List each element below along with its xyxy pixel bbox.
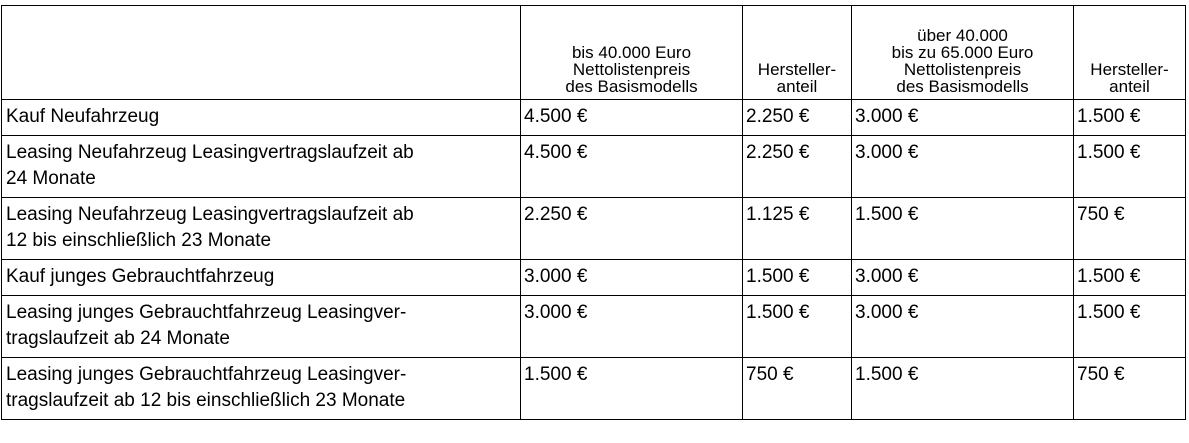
cell-value: 750 € bbox=[1074, 358, 1186, 420]
header-cell-manufacturer-share-2: Hersteller- anteil bbox=[1074, 6, 1186, 100]
cell-value: 4.500 € bbox=[521, 100, 743, 136]
table-row bbox=[2, 358, 1186, 420]
cell-value: 3.000 € bbox=[852, 136, 1074, 198]
cell-value: 3.000 € bbox=[521, 296, 743, 358]
row-label: Leasing junges Gebrauchtfahrzeug Leasingver- tragslaufzeit ab 24 Monate bbox=[2, 296, 521, 358]
row-label: Leasing junges Gebrauchtfahrzeug Leasingver- tragslaufzeit ab 12 bis einschließlich 23 Monate bbox=[2, 358, 521, 420]
header-cell-price-up-to-40000: bis 40.000 Euro Nettolistenpreis des Basismodells bbox=[521, 6, 743, 100]
cell-value: 3.000 € bbox=[521, 260, 743, 296]
cell-value: 1.125 € bbox=[743, 198, 852, 260]
subsidy-table bbox=[1, 5, 1186, 420]
table-row bbox=[2, 296, 1186, 358]
cell-value: 1.500 € bbox=[1074, 100, 1186, 136]
cell-value: 3.000 € bbox=[852, 100, 1074, 136]
cell-value: 750 € bbox=[743, 358, 852, 420]
cell-value: 4.500 € bbox=[521, 136, 743, 198]
cell-value: 1.500 € bbox=[852, 198, 1074, 260]
header-cell-price-40000-to-65000: über 40.000 bis zu 65.000 Euro Nettolistenpreis des Basismodells bbox=[852, 6, 1074, 100]
row-label: Kauf junges Gebrauchtfahrzeug bbox=[2, 260, 521, 296]
cell-value: 3.000 € bbox=[852, 260, 1074, 296]
cell-value: 1.500 € bbox=[1074, 136, 1186, 198]
cell-value: 1.500 € bbox=[1074, 260, 1186, 296]
header-row bbox=[2, 6, 1186, 100]
cell-value: 2.250 € bbox=[521, 198, 743, 260]
cell-value: 1.500 € bbox=[852, 358, 1074, 420]
row-label: Leasing Neufahrzeug Leasingvertragslaufzeit ab 12 bis einschließlich 23 Monate bbox=[2, 198, 521, 260]
table-row bbox=[2, 198, 1186, 260]
table-header bbox=[2, 6, 1186, 100]
row-label: Kauf Neufahrzeug bbox=[2, 100, 521, 136]
cell-value: 750 € bbox=[1074, 198, 1186, 260]
table-row bbox=[2, 136, 1186, 198]
cell-value: 2.250 € bbox=[743, 100, 852, 136]
row-label: Leasing Neufahrzeug Leasingvertragslaufzeit ab 24 Monate bbox=[2, 136, 521, 198]
header-cell-manufacturer-share-1: Hersteller- anteil bbox=[743, 6, 852, 100]
table-row bbox=[2, 100, 1186, 136]
table-row bbox=[2, 260, 1186, 296]
cell-value: 1.500 € bbox=[1074, 296, 1186, 358]
table-body bbox=[2, 100, 1186, 420]
cell-value: 1.500 € bbox=[521, 358, 743, 420]
cell-value: 1.500 € bbox=[743, 260, 852, 296]
header-cell-empty bbox=[2, 6, 521, 100]
cell-value: 2.250 € bbox=[743, 136, 852, 198]
cell-value: 1.500 € bbox=[743, 296, 852, 358]
cell-value: 3.000 € bbox=[852, 296, 1074, 358]
